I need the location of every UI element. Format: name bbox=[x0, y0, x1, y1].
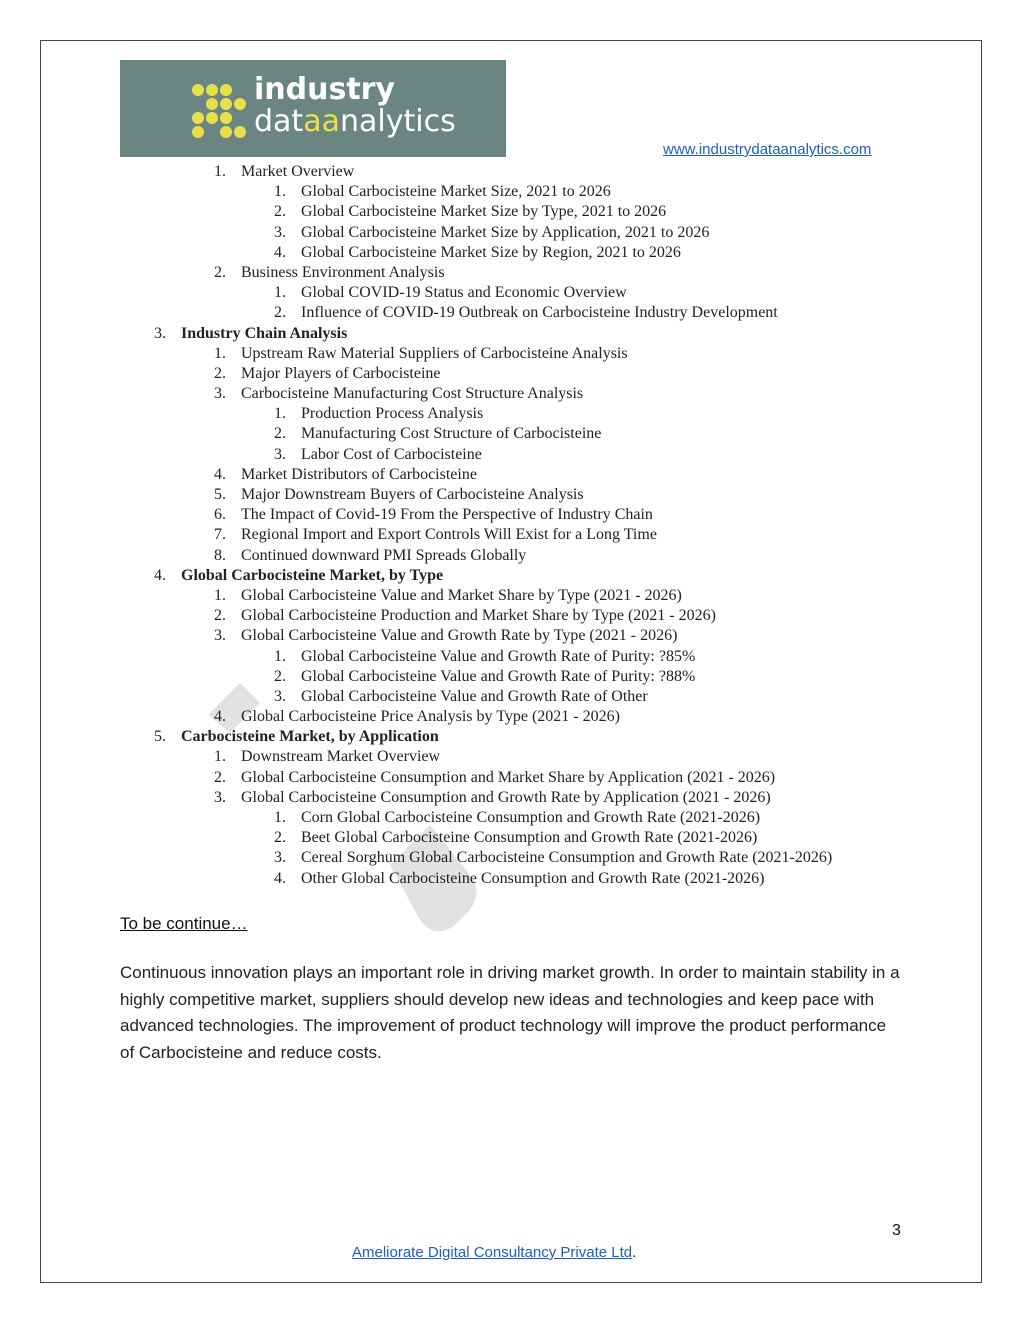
toc-item bbox=[0, 566, 1024, 586]
toc-item bbox=[0, 303, 1024, 323]
toc-item-text: Industry Chain Analysis bbox=[181, 324, 348, 342]
toc-item-text: Corn Global Carbocisteine Consumption and Growth Rate (2021-2026) bbox=[301, 809, 761, 826]
toc-item-text: Market Distributors of Carbocisteine bbox=[241, 465, 477, 483]
toc-item-text: Continued downward PMI Spreads Globally bbox=[241, 546, 527, 564]
logo-dots-icon bbox=[190, 82, 246, 138]
toc-item-text: Labor Cost of Carbocisteine bbox=[301, 445, 482, 463]
toc-item bbox=[0, 546, 1024, 566]
toc-item-text: Major Downstream Buyers of Carbocisteine Analysis bbox=[241, 486, 584, 503]
toc-item-text: Carbocisteine Manufacturing Cost Structure Analysis bbox=[241, 385, 584, 403]
toc-item bbox=[0, 848, 1024, 868]
toc-item bbox=[0, 344, 1024, 364]
toc-item-text: Regional Import and Export Controls Will Exist for a Long Time bbox=[241, 526, 657, 544]
toc-item bbox=[0, 747, 1024, 767]
toc-item-number: 3. bbox=[274, 445, 286, 463]
toc-item-number: 3. bbox=[274, 849, 286, 867]
toc-item bbox=[0, 263, 1024, 283]
logo-text-dataanalytics: dataanalytics bbox=[254, 104, 456, 139]
toc-item-number: 1. bbox=[214, 748, 226, 766]
toc-item bbox=[0, 283, 1024, 303]
toc-item-text: Downstream Market Overview bbox=[241, 748, 441, 766]
toc-item-text: Global Carbocisteine Market, by Type bbox=[181, 566, 444, 584]
toc-item-text: Global Carbocisteine Price Analysis by Type (2021 - 2026) bbox=[241, 708, 620, 726]
toc-item-number: 5. bbox=[214, 486, 226, 503]
toc-item-text: The Impact of Covid-19 From the Perspective of Industry Chain bbox=[241, 506, 653, 524]
logo-text-industry: industry bbox=[254, 72, 396, 107]
toc-item-text: Global Carbocisteine Market Size by Type, 2021 to 2026 bbox=[301, 203, 667, 221]
footer-company-link[interactable]: Ameliorate Digital Consultancy Private Ltd bbox=[352, 1244, 633, 1261]
toc-item-text: Influence of COVID-19 Outbreak on Carbocisteine Industry Development bbox=[301, 304, 778, 322]
toc-item-text: Global Carbocisteine Value and Market Share by Type (2021 - 2026) bbox=[241, 586, 682, 604]
toc-item bbox=[0, 768, 1024, 788]
toc-item-number: 6. bbox=[214, 506, 226, 524]
toc-item-text: Beet Global Carbocisteine Consumption and Growth Rate (2021-2026) bbox=[301, 829, 758, 847]
continue-note: To be continue… bbox=[120, 914, 248, 933]
toc-item-number: 1. bbox=[274, 647, 286, 665]
toc-item bbox=[0, 586, 1024, 606]
toc-item bbox=[0, 162, 1024, 182]
toc-item bbox=[0, 869, 1024, 889]
table-of-contents bbox=[0, 162, 1024, 889]
toc-item-text: Manufacturing Cost Structure of Carbocisteine bbox=[301, 425, 602, 443]
toc-item-text: Upstream Raw Material Suppliers of Carbocisteine Analysis bbox=[241, 344, 628, 362]
toc-item bbox=[0, 223, 1024, 243]
toc-item-number: 2. bbox=[274, 425, 286, 443]
toc-item-text: Market Overview bbox=[241, 163, 355, 180]
toc-item-number: 4. bbox=[214, 465, 226, 483]
toc-item-text: Global Carbocisteine Value and Growth Rate of Other bbox=[301, 687, 648, 705]
footer bbox=[352, 1244, 636, 1261]
toc-item bbox=[0, 647, 1024, 667]
toc-item bbox=[0, 788, 1024, 808]
company-logo bbox=[120, 60, 506, 157]
toc-item bbox=[0, 707, 1024, 727]
toc-item bbox=[0, 424, 1024, 444]
toc-item-number: 1. bbox=[274, 809, 286, 826]
toc-item-text: Production Process Analysis bbox=[301, 405, 484, 423]
toc-item-number: 8. bbox=[214, 546, 226, 564]
toc-item-text: Global Carbocisteine Market Size, 2021 to 2026 bbox=[301, 183, 611, 201]
toc-item-number: 7. bbox=[214, 526, 226, 544]
toc-item bbox=[0, 465, 1024, 485]
toc-item bbox=[0, 667, 1024, 687]
toc-item-number: 4. bbox=[214, 708, 226, 726]
toc-item-number: 2. bbox=[214, 768, 226, 786]
toc-item-text: Other Global Carbocisteine Consumption and Growth Rate (2021-2026) bbox=[301, 869, 765, 887]
toc-item-text: Global Carbocisteine Value and Growth Rate of Purity: ?88% bbox=[301, 667, 696, 685]
toc-item-number: 2. bbox=[214, 607, 226, 625]
toc-item bbox=[0, 445, 1024, 465]
toc-item-text: Global Carbocisteine Market Size by Region, 2021 to 2026 bbox=[301, 243, 681, 261]
toc-item-number: 3. bbox=[214, 385, 226, 403]
toc-item bbox=[0, 505, 1024, 525]
page-number: 3 bbox=[892, 1222, 901, 1239]
toc-item bbox=[0, 828, 1024, 848]
toc-item-text: Global Carbocisteine Value and Growth Rate of Purity: ?85% bbox=[301, 647, 696, 665]
toc-item-text: Global Carbocisteine Consumption and Growth Rate by Application (2021 - 2026) bbox=[241, 788, 771, 806]
toc-item bbox=[0, 485, 1024, 505]
website-link[interactable]: www.industrydataanalytics.com bbox=[663, 141, 872, 158]
toc-item-text: Global Carbocisteine Consumption and Market Share by Application (2021 - 2026) bbox=[241, 768, 776, 786]
toc-item-text: Global Carbocisteine Market Size by Application, 2021 to 2026 bbox=[301, 223, 710, 241]
toc-item-number: 3. bbox=[214, 788, 226, 806]
toc-item bbox=[0, 687, 1024, 707]
toc-item-number: 1. bbox=[274, 284, 286, 302]
toc-item-number: 3. bbox=[154, 324, 166, 342]
toc-item-number: 2. bbox=[274, 203, 286, 221]
toc-item-number: 2. bbox=[274, 829, 286, 847]
toc-item-number: 3. bbox=[274, 223, 286, 241]
toc-item-text: Global Carbocisteine Production and Market Share by Type (2021 - 2026) bbox=[241, 607, 716, 625]
toc-item-number: 5. bbox=[154, 728, 166, 746]
toc-item bbox=[0, 525, 1024, 545]
toc-item bbox=[0, 364, 1024, 384]
toc-item-number: 1. bbox=[214, 344, 226, 362]
toc-item-number: 2. bbox=[214, 364, 226, 382]
toc-item-text: Global Carbocisteine Value and Growth Rate by Type (2021 - 2026) bbox=[241, 627, 678, 645]
toc-item-number: 2. bbox=[274, 667, 286, 685]
toc-item-number: 1. bbox=[214, 163, 226, 180]
toc-item-number: 2. bbox=[214, 263, 226, 281]
toc-item bbox=[0, 606, 1024, 626]
toc-item-number: 4. bbox=[274, 869, 286, 887]
toc-item-number: 2. bbox=[274, 304, 286, 322]
toc-item bbox=[0, 202, 1024, 222]
toc-item-number: 3. bbox=[214, 627, 226, 645]
toc-item-number: 3. bbox=[274, 687, 286, 705]
toc-item-number: 4. bbox=[154, 566, 166, 584]
toc-item-number: 1. bbox=[214, 586, 226, 604]
toc-item bbox=[0, 727, 1024, 747]
toc-item bbox=[0, 182, 1024, 202]
toc-item-text: Business Environment Analysis bbox=[241, 263, 445, 281]
toc-item bbox=[0, 243, 1024, 263]
toc-item-number: 1. bbox=[274, 183, 286, 201]
toc-item bbox=[0, 324, 1024, 344]
body-paragraph: Continuous innovation plays an important role in driving market growth. In order to maintain stability in a highly competitive market, suppliers should develop new ideas and technologies and keep pace with advanced technologies. The improvement of product technology will improve the product performance of Carbocisteine and reduce costs. bbox=[120, 963, 900, 1062]
footer-suffix: . bbox=[632, 1244, 637, 1261]
toc-item-number: 1. bbox=[274, 405, 286, 423]
toc-item-text: Carbocisteine Market, by Application bbox=[181, 728, 439, 746]
toc-item bbox=[0, 404, 1024, 424]
toc-item-text: Cereal Sorghum Global Carbocisteine Consumption and Growth Rate (2021-2026) bbox=[301, 849, 833, 867]
toc-item-number: 4. bbox=[274, 243, 286, 261]
toc-item-text: Major Players of Carbocisteine bbox=[241, 364, 441, 382]
toc-item-text: Global COVID-19 Status and Economic Overview bbox=[301, 284, 627, 302]
toc-item bbox=[0, 626, 1024, 646]
toc-item bbox=[0, 384, 1024, 404]
toc-item bbox=[0, 808, 1024, 828]
